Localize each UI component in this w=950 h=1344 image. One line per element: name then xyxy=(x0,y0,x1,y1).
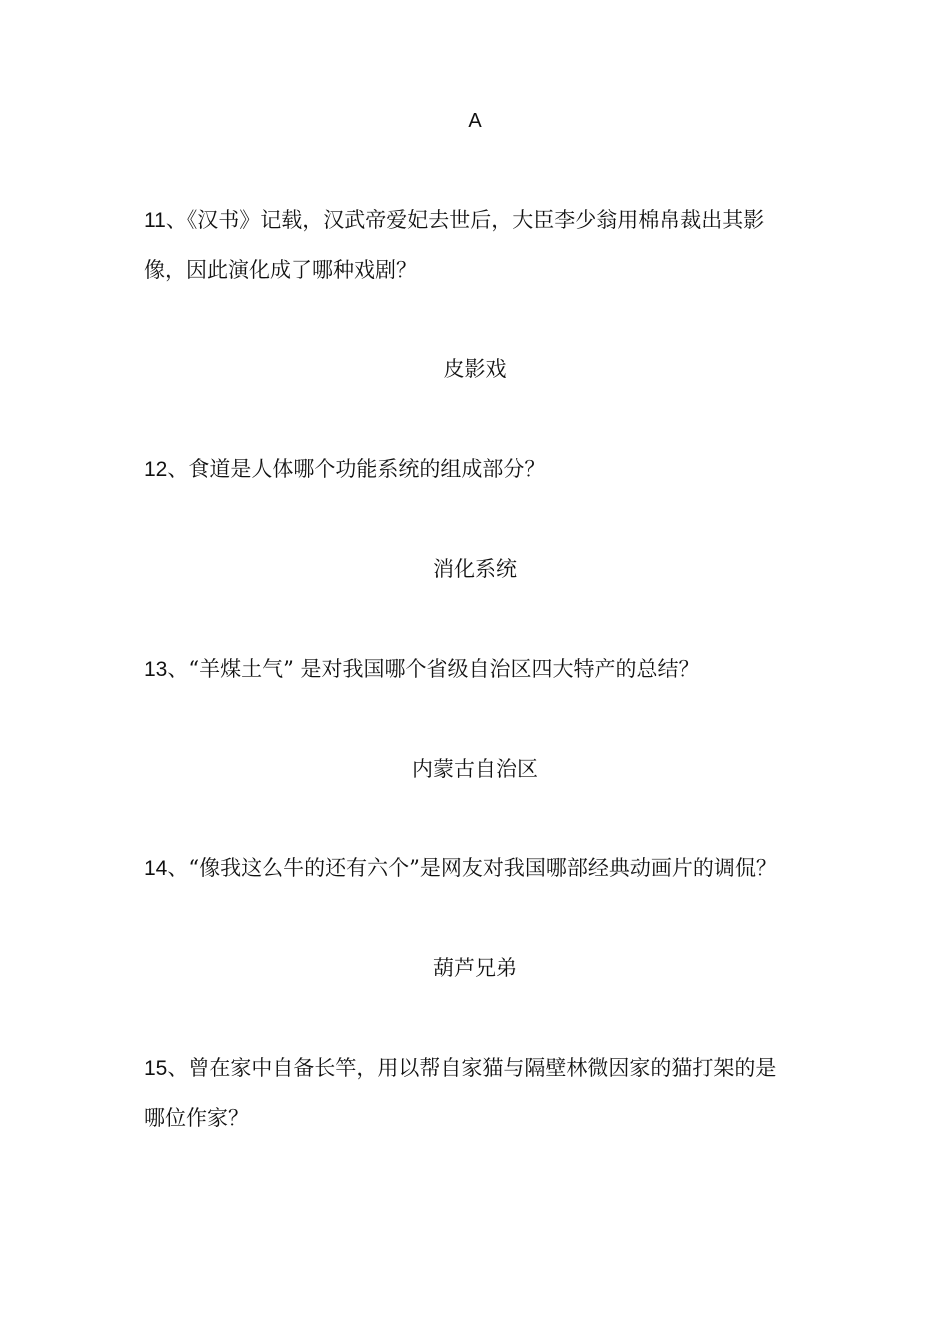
question-15-line-1 xyxy=(144,1043,810,1093)
question-15 xyxy=(144,1043,810,1143)
previous-answer: A xyxy=(468,110,482,132)
question-text: “像我这么牛的还有六个”是网友对我国哪部经典动画片的调侃？ xyxy=(188,856,777,880)
question-text: 食道是人体哪个功能系统的组成部分？ xyxy=(188,457,546,481)
question-separator: 、 xyxy=(167,856,189,880)
question-number: 15 xyxy=(144,1057,168,1080)
answer-12: 消化系统 xyxy=(433,557,517,581)
question-separator: 、 xyxy=(165,208,187,232)
question-14 xyxy=(144,843,810,893)
question-14-line-1 xyxy=(144,843,810,893)
question-11 xyxy=(144,195,810,295)
question-separator: 、 xyxy=(167,657,189,681)
question-12-line-1 xyxy=(144,444,810,494)
question-separator: 、 xyxy=(167,457,189,481)
question-11-line-1 xyxy=(144,195,810,245)
answer-13: 内蒙古自治区 xyxy=(412,757,538,781)
question-separator: 、 xyxy=(167,1056,189,1080)
question-11-line-2: 像，因此演化成了哪种戏剧？ xyxy=(144,258,417,282)
answer-11: 皮影戏 xyxy=(443,357,507,381)
question-13 xyxy=(144,644,810,694)
question-13-line-1 xyxy=(144,644,810,694)
question-15-line-2: 哪位作家？ xyxy=(144,1106,249,1130)
question-text: 《汉书》记载，汉武帝爱妃去世后，大臣李少翁用棉帛裁出其影 xyxy=(186,208,765,232)
question-number: 13 xyxy=(144,658,168,681)
question-text: “羊煤土气” 是对我国哪个省级自治区四大特产的总结？ xyxy=(188,657,700,681)
question-number: 11 xyxy=(144,209,166,232)
question-12 xyxy=(144,444,810,494)
question-text: 曾在家中自备长竿，用以帮自家猫与隔壁林微因家的猫打架的是 xyxy=(188,1056,777,1080)
answer-14: 葫芦兄弟 xyxy=(433,956,517,980)
question-number: 12 xyxy=(144,458,168,481)
question-number: 14 xyxy=(144,857,168,880)
